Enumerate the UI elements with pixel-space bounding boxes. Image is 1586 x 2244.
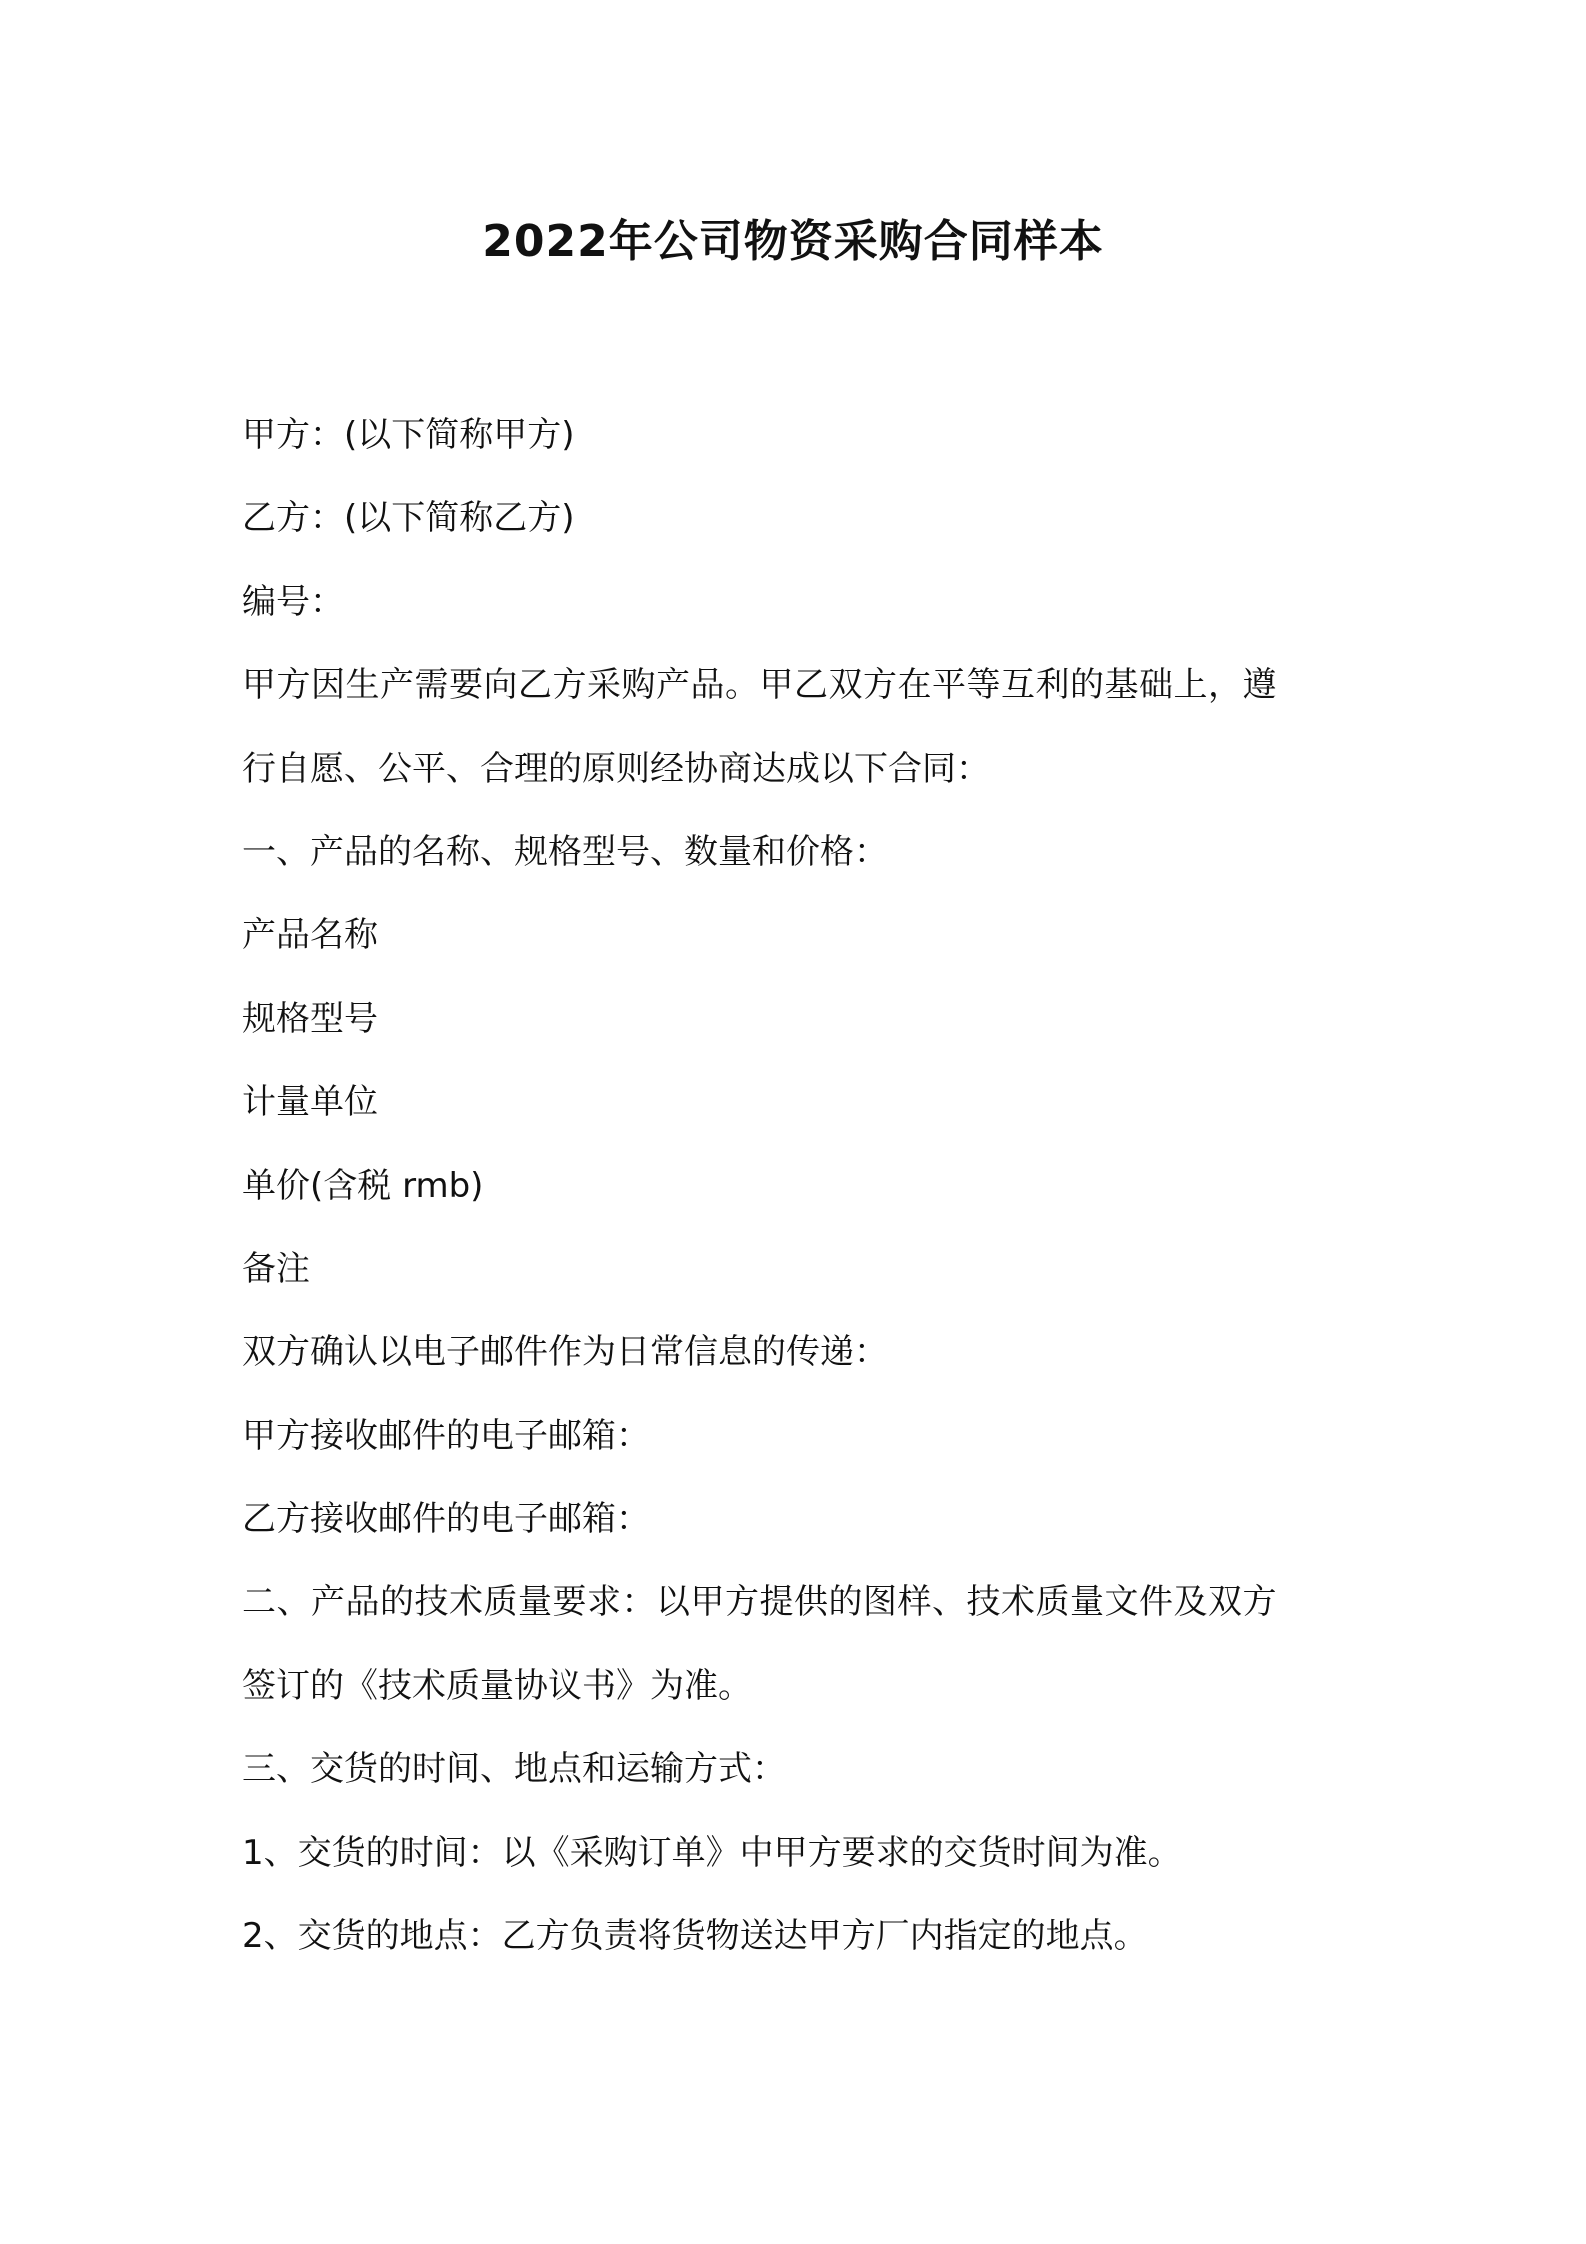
document-title: 2022年公司物资采购合同样本 [482,216,1104,267]
preamble-line-1: 甲方因生产需要向乙方采购产品。甲乙双方在平等互利的基础上，遵 [242,665,1277,706]
party-a-line: 甲方：(以下简称甲方) [242,415,575,455]
section-1-heading: 一、产品的名称、规格型号、数量和价格： [242,831,888,872]
section-3-heading: 三、交货的时间、地点和运输方式： [242,1749,786,1790]
document-body [242,405,1352,1989]
delivery-time-line: 1、交货的时间：以《采购订单》中甲方要求的交货时间为准。 [242,1832,1182,1873]
party-b-email-line: 乙方接收邮件的电子邮箱： [242,1499,650,1540]
email-confirmation-line: 双方确认以电子邮件作为日常信息的传递： [242,1332,888,1373]
unit-label: 计量单位 [242,1082,378,1123]
remarks-label: 备注 [242,1248,310,1289]
section-2-line-2: 签订的《技术质量协议书》为准。 [242,1665,752,1706]
section-2-line-1: 二、产品的技术质量要求：以甲方提供的图样、技术质量文件及双方 [242,1582,1277,1623]
product-name-label: 产品名称 [242,915,378,956]
preamble-line-2: 行自愿、公平、合理的原则经协商达成以下合同： [242,748,990,789]
spec-model-label: 规格型号 [242,998,378,1039]
unit-price-label: 单价(含税 rmb) [242,1165,484,1206]
contract-number-line: 编号： [242,581,344,622]
party-a-email-line: 甲方接收邮件的电子邮箱： [242,1415,650,1456]
party-b-line: 乙方：(以下简称乙方) [242,498,575,539]
delivery-location-line: 2、交货的地点：乙方负责将货物送达甲方厂内指定的地点。 [242,1916,1148,1957]
